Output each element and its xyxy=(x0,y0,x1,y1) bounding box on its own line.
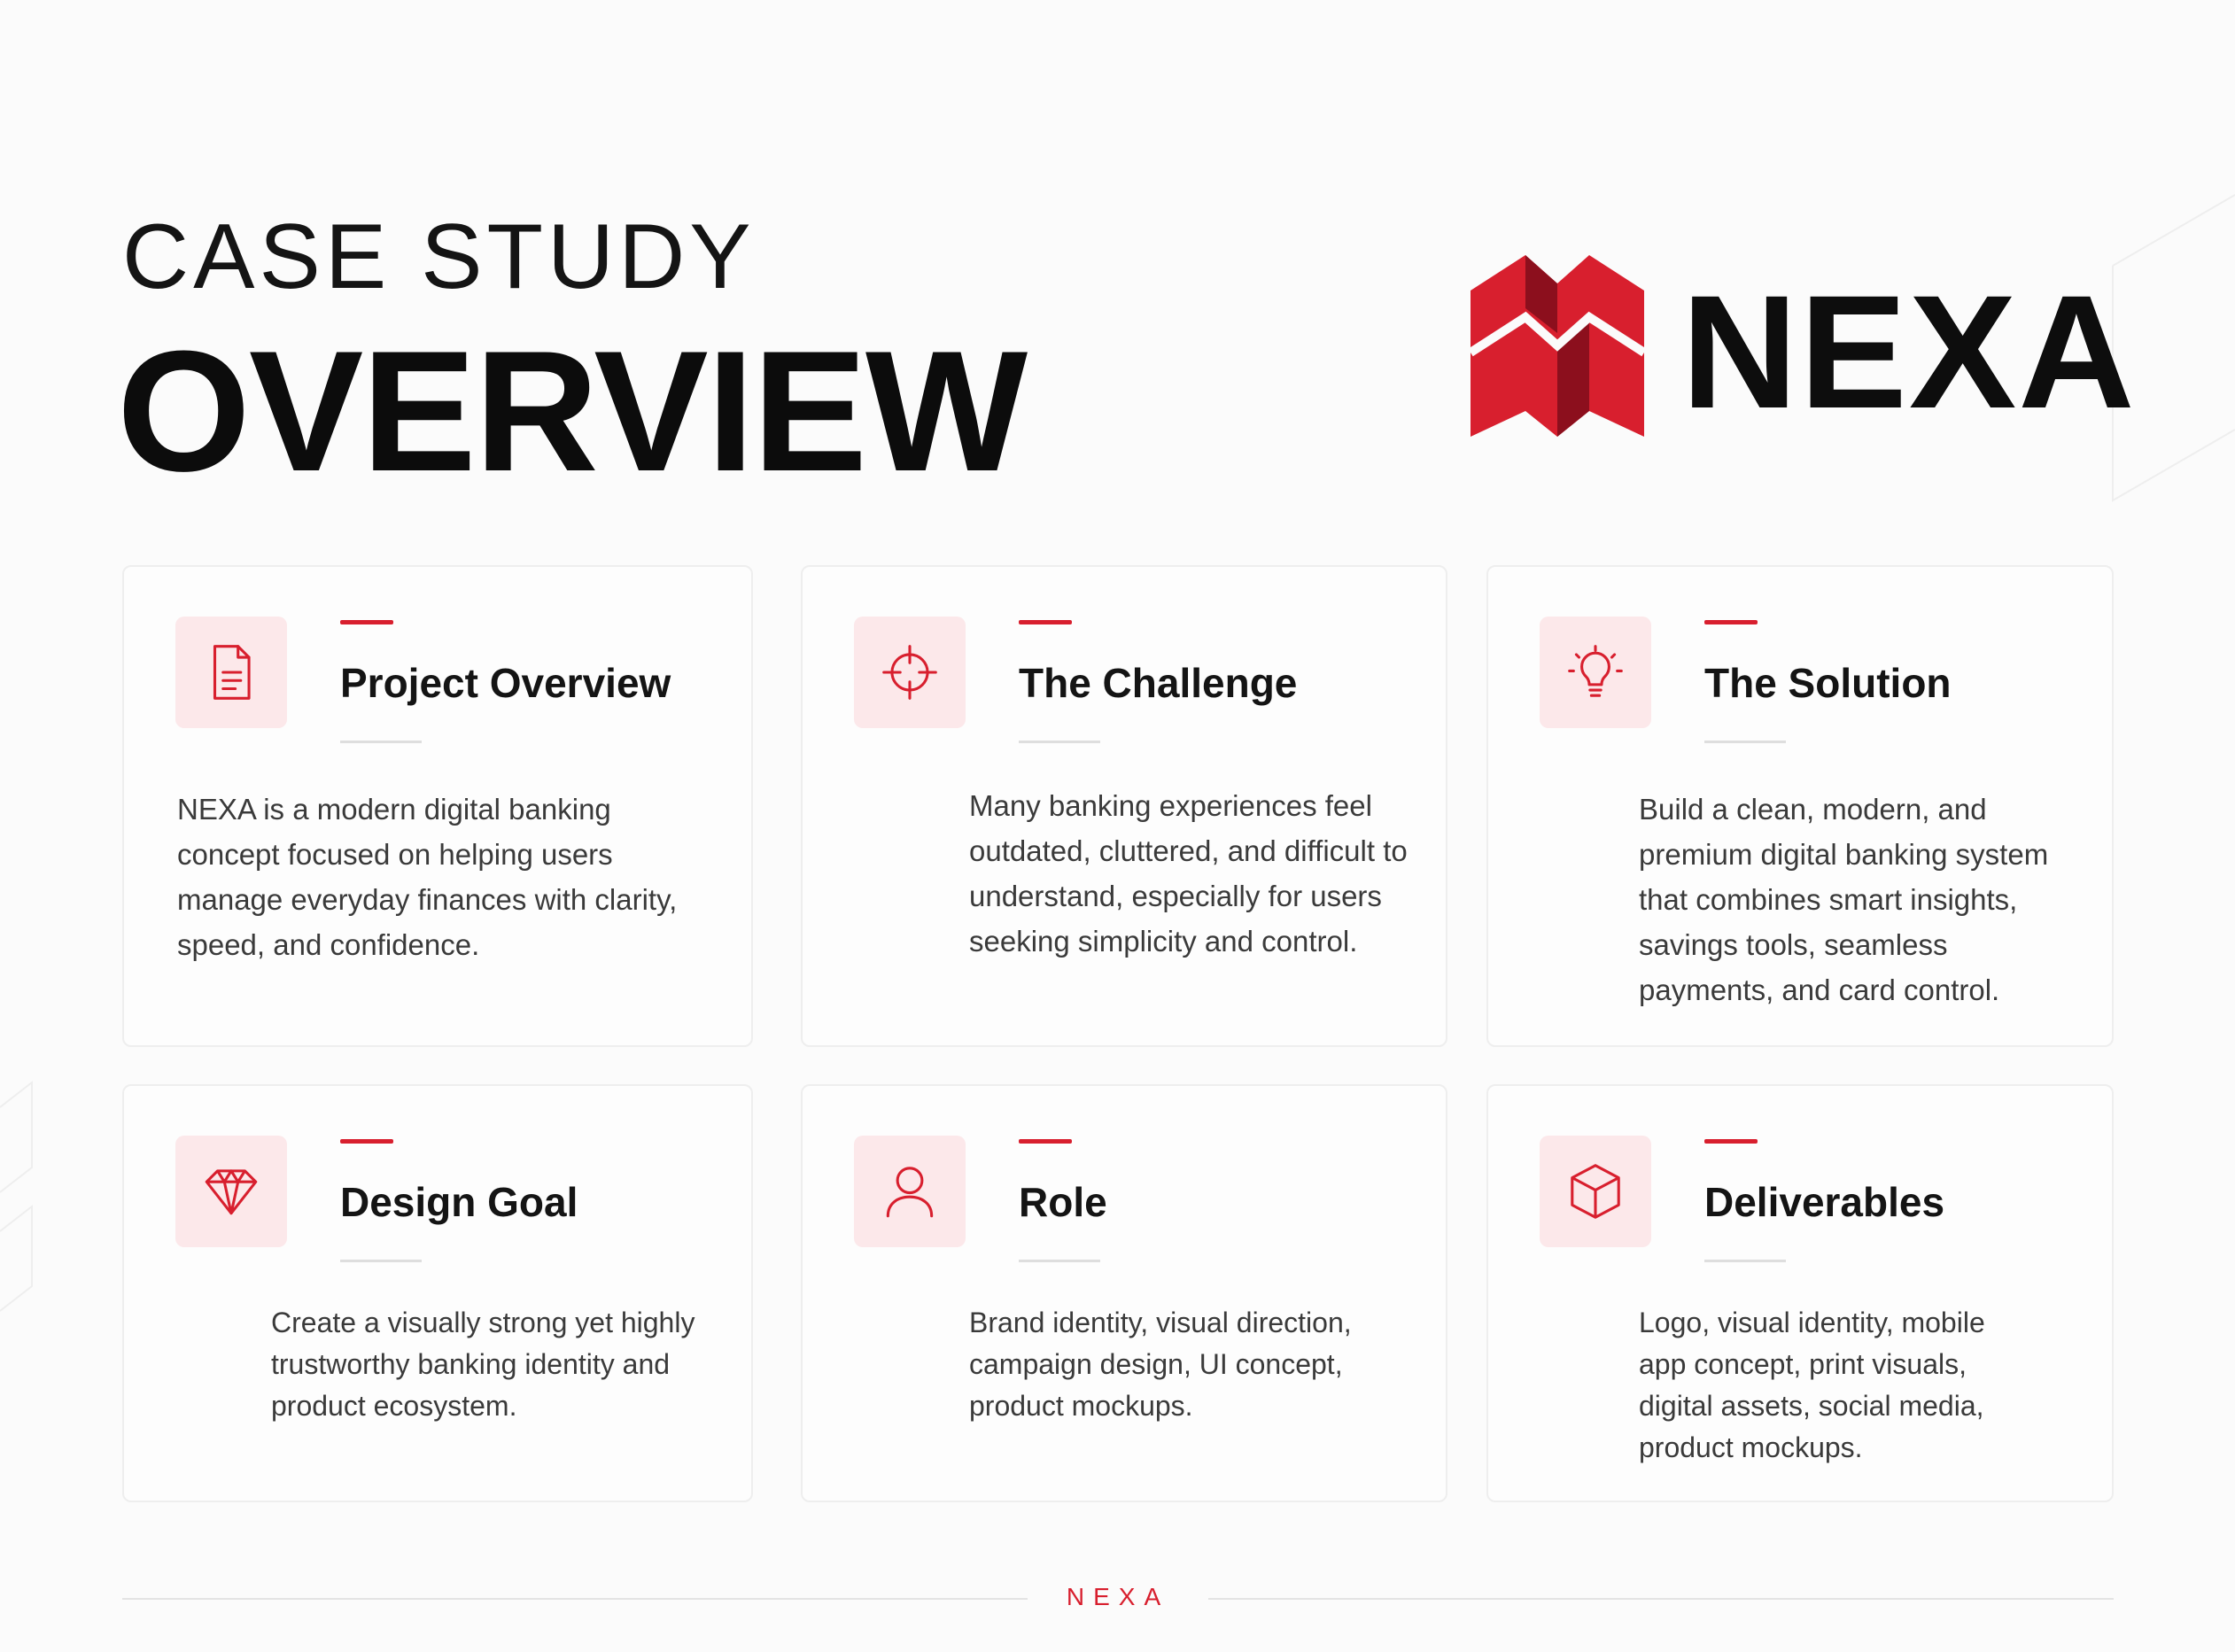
accent-bar xyxy=(1704,1139,1758,1144)
card-title: Deliverables xyxy=(1704,1179,1945,1225)
card-body: Logo, visual identity, mobile app concept, print visuals, digital assets, social media, product mockups. xyxy=(1639,1307,1985,1463)
diamond-icon xyxy=(175,1136,287,1247)
card-title: Role xyxy=(1019,1179,1107,1225)
target-icon xyxy=(854,617,966,728)
document-icon xyxy=(175,617,287,728)
divider xyxy=(1019,1260,1100,1262)
footer-brand: NEXA xyxy=(1066,1583,1170,1610)
card-body: Build a clean, modern, and premium digital banking system that combines smart insights, savings tools, seamless payments, and card control. xyxy=(1639,793,2049,1006)
card-title: Project Overview xyxy=(340,660,671,706)
card-body: Brand identity, visual direction, campaign design, UI concept, product mockups. xyxy=(969,1307,1352,1422)
card-project-overview xyxy=(122,565,753,1047)
card-title: The Solution xyxy=(1704,660,1952,706)
card-challenge xyxy=(801,565,1447,1047)
divider xyxy=(1704,741,1786,743)
brand-logo xyxy=(1471,255,2144,442)
accent-bar xyxy=(1704,620,1758,624)
card-title: Design Goal xyxy=(340,1179,578,1225)
card-solution xyxy=(1486,565,2114,1047)
divider xyxy=(340,1260,422,1262)
footer-divider-left xyxy=(122,1598,1028,1600)
accent-bar xyxy=(340,620,393,624)
divider xyxy=(340,741,422,743)
accent-bar xyxy=(1019,1139,1072,1144)
header-subtitle: CASE STUDY xyxy=(122,206,756,308)
card-design-goal xyxy=(122,1084,753,1502)
accent-bar xyxy=(1019,620,1072,624)
brand-wordmark: NEXA xyxy=(1681,261,2137,442)
cube-icon xyxy=(1540,1136,1651,1247)
page-title: OVERVIEW xyxy=(117,315,1027,508)
card-deliverables xyxy=(1486,1084,2114,1502)
divider xyxy=(1704,1260,1786,1262)
card-role xyxy=(801,1084,1447,1502)
user-icon xyxy=(854,1136,966,1247)
divider xyxy=(1019,741,1100,743)
card-body: Many banking experiences feel outdated, cluttered, and difficult to understand, especially for users seeking simplicity and control. xyxy=(969,789,1408,958)
lightbulb-icon xyxy=(1540,617,1651,728)
nexa-logo-mark-icon xyxy=(1471,255,1644,437)
card-body: NEXA is a modern digital banking concept focused on helping users manage everyday finances with clarity, speed, and confidence. xyxy=(177,793,678,961)
card-title: The Challenge xyxy=(1019,660,1298,706)
card-body: Create a visually strong yet highly trustworthy banking identity and product ecosystem. xyxy=(271,1307,695,1422)
accent-bar xyxy=(340,1139,393,1144)
footer-divider-right xyxy=(1208,1598,2114,1600)
